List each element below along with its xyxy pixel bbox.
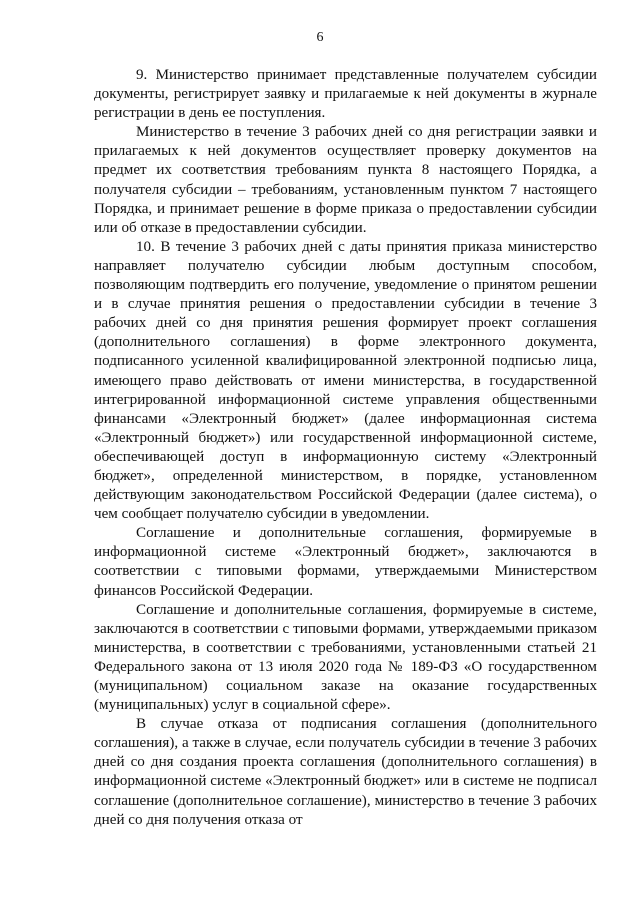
paragraph-document-check: Министерство в течение 3 рабочих дней со дня регистрации заявки и прилагаемых к ней документов осуществляет проверку документов на предмет их соответствия требованиям пункта 8 настоящего Порядка, а получателя субсидии – требованиям, установленным пунктом 7 настоящего Порядка, и принимает решение в форме приказа о предоставлении субсидии или об отказе в предоставлении субсидии. [94, 124, 597, 236]
paragraph-item-9: 9. Министерство принимает представленные получателем субсидии документы, регистрирует заявку и прилагаемые к ней документы в журнале регистрации в день ее поступления. [94, 67, 597, 122]
paragraph-refusal: В случае отказа от подписания соглашения (дополнительного соглашения), а также в случае, если получатель субсидии в течение 3 рабочих дней со дня создания проекта соглашения (дополнительного соглашения) в информационной системе «Электронный бюджет» или в системе не подписал соглашение (дополнительное соглашение), министерство в течение 3 рабочих дней со дня получения отказа от [94, 716, 597, 828]
page-number: 6 [316, 30, 324, 45]
paragraph-agreement-electronic-budget: Соглашение и дополнительные соглашения, формируемые в информационной системе «Электронный бюджет», заключаются в соответствии с типовыми формами, утверждаемыми Министерством финансов Российской Федерации. [94, 525, 597, 599]
paragraph-item-10: 10. В течение 3 рабочих дней с даты принятия приказа министерство направляет получателю субсидии любым доступным способом, позволяющим подтвердить его получение, уведомление о принятом решении и в случае принятия решения о предоставлении субсидии в течение 3 рабочих дней со дня принятия решения формирует проект соглашения (дополнительного соглашения) в форме электронного документа, подписанного усиленной квалифицированной электронной подписью лица, имеющего право действовать от имени министерства, в государственной интегрированной информационной системе управления общественными финансами «Электронный бюджет» (далее информационная система «Электронный бюджет») или государственной информационной системе, обеспечивающей доступ в информационную систему «Электронный бюджет», определенной министерством, в порядке, установленном действующим законодательством Российской Федерации (далее система), о чем сообщает получателю субсидии в уведомлении. [94, 238, 597, 523]
paragraph-agreement-system: Соглашение и дополнительные соглашения, формируемые в системе, заключаются в соответствии с типовыми формами, утверждаемыми приказом министерства, в соответствии с требованиями, установленными статьей 21 Федерального закона от 13 июля 2020 года № 189-ФЗ «О государственном (муниципальном) социальном заказе на оказание государственных (муниципальных) услуг в социальной сфере». [94, 601, 597, 714]
document-body [94, 66, 597, 830]
